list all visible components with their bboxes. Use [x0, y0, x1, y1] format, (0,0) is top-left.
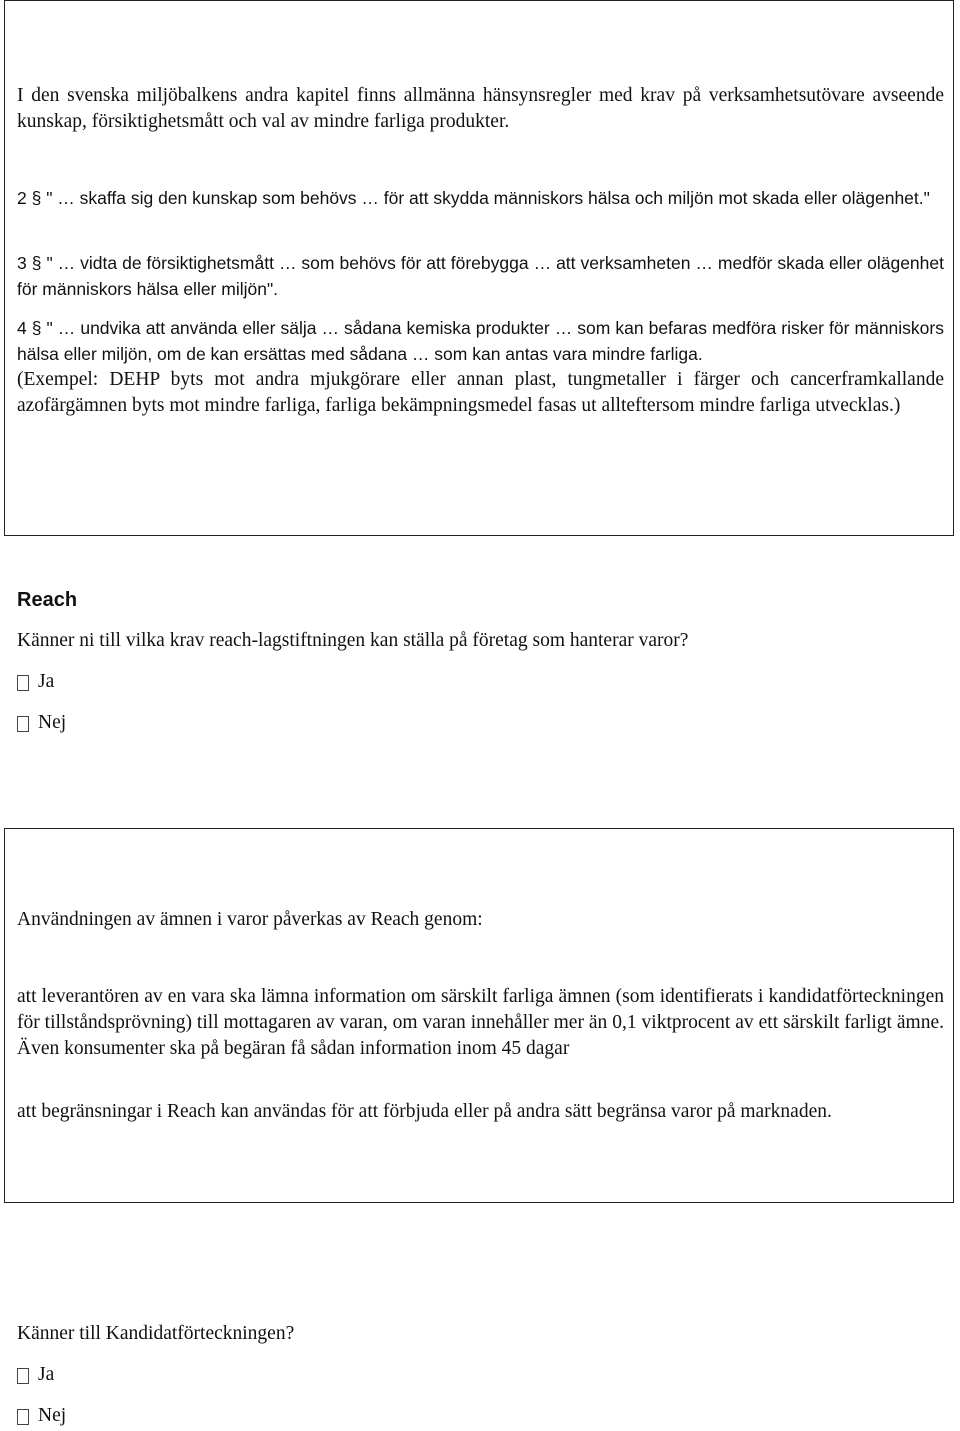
intro-paragraph: I den svenska miljöbalkens andra kapitel finns allmänna hänsynsregler med krav på verksamhetsutövare avseende kunskap, försiktighetsmått och val av mindre farliga produkter.: [17, 85, 944, 132]
checkbox-icon[interactable]: [17, 1368, 29, 1384]
rule-4-paragraph: 4 § " … undvika att använda eller sälja … sådana kemiska produkter … som kan befaras medföra risker för människors hälsa eller miljön, om de kan ersättas med sådana … som kan antas vara mindre farliga.: [17, 318, 944, 364]
reach-heading: Reach: [17, 589, 78, 611]
checkbox-icon[interactable]: [17, 1409, 29, 1425]
reach-point-2: att begränsningar i Reach kan användas för att förbjuda eller på andra sätt begränsa varor på marknaden.: [17, 1101, 832, 1122]
reach-option-ja[interactable]: [17, 669, 54, 695]
rule-2-paragraph: 2 § " … skaffa sig den kunskap som behövs … för att skydda människors hälsa och miljön mot skada eller olägenhet.": [17, 188, 930, 208]
reach-option-nej[interactable]: [17, 710, 66, 736]
reach-point-1: att leverantören av en vara ska lämna information om särskilt farliga ämnen (som identifierats i kandidatförteckningen för tillståndsprövning) till mottagaren av varan, om varan innehåller mer än 0,1 viktprocent av ett särskilt farligt ämne. Även konsumenter ska på begäran få sådan information inom 45 dagar: [17, 986, 944, 1059]
option-label: Nej: [38, 712, 67, 733]
checkbox-icon[interactable]: [17, 716, 29, 732]
candidate-option-ja[interactable]: [17, 1362, 54, 1388]
rule-3-paragraph: 3 § " … vidta de försiktighetsmått … som behövs för att förebygga … att verksamheten … medför skada eller olägenhet för människors hälsa eller miljön".: [17, 253, 944, 299]
reach-question: Känner ni till vilka krav reach-lagstiftningen kan ställa på företag som hanterar varor?: [17, 630, 689, 651]
checkbox-icon[interactable]: [17, 675, 29, 691]
candidate-question: Känner till Kandidatförteckningen?: [17, 1323, 295, 1344]
option-label: Nej: [38, 1405, 67, 1426]
candidate-option-nej[interactable]: [17, 1403, 66, 1429]
example-paragraph: (Exempel: DEHP byts mot andra mjukgörare eller annan plast, tungmetaller i färger och cancerframkallande azofärgämnen byts mot mindre farliga, farliga bekämpningsmedel fasas ut allteftersom mindre farliga utvecklas.): [17, 369, 944, 416]
reach-box-title: Användningen av ämnen i varor påverkas av Reach genom:: [17, 909, 483, 930]
option-label: Ja: [38, 671, 55, 692]
option-label: Ja: [38, 1364, 55, 1385]
